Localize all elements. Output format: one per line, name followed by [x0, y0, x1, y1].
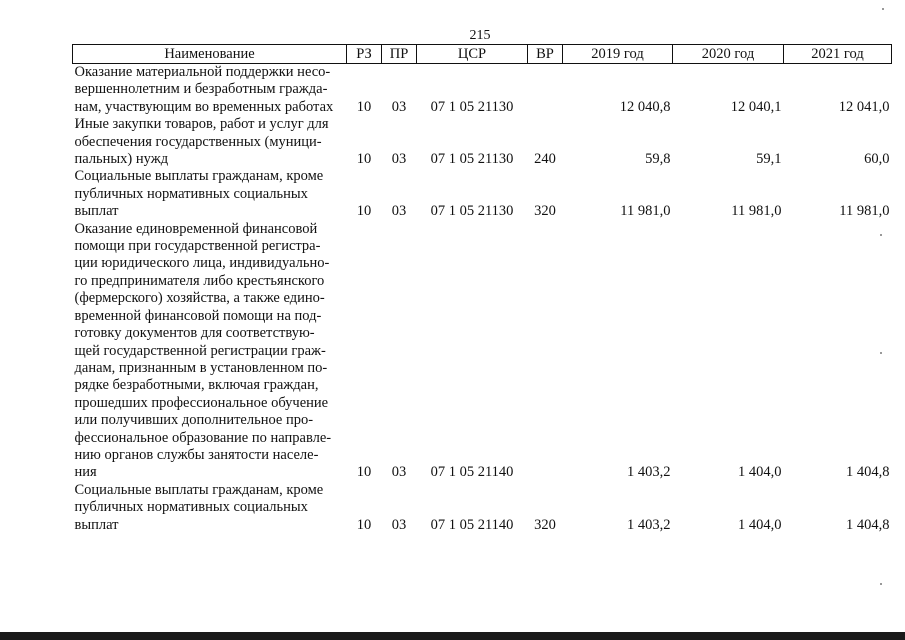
- header-2020: 2020 год: [673, 45, 784, 64]
- header-csr: ЦСР: [417, 45, 528, 64]
- row-2021-cell: 11 981,0: [839, 203, 890, 220]
- row-2020-cell: 59,1: [756, 151, 782, 168]
- row-rz-cell: 10: [356, 98, 372, 115]
- row-rz-cell: 10: [356, 203, 372, 220]
- page-bottom-rule: [0, 632, 905, 640]
- row-pr-cell: 03: [391, 464, 407, 481]
- table-row: [73, 482, 892, 534]
- row-csr-cell: 07 1 05 21140: [430, 516, 514, 533]
- row-vr-cell: [528, 64, 563, 117]
- row-pr-cell: 03: [391, 151, 407, 168]
- row-name-cell: Оказание материальной поддержки несо- вершеннолетним и безработным гражда- нам, участвующим во временных работах: [74, 64, 334, 115]
- row-vr-cell: 240: [534, 151, 556, 168]
- row-2020-cell: 12 040,1: [730, 98, 782, 115]
- scan-speck: [880, 234, 882, 236]
- row-2019-cell: 59,8: [645, 151, 671, 168]
- row-rz-cell: 10: [356, 151, 372, 168]
- table-row: [73, 116, 892, 168]
- row-pr-cell: 03: [391, 203, 407, 220]
- row-rz-cell: 10: [356, 516, 372, 533]
- row-csr-cell: 07 1 05 21130: [430, 98, 514, 115]
- page-number: 215: [469, 28, 491, 43]
- header-rz: РЗ: [347, 45, 382, 64]
- header-name: Наименование: [73, 45, 347, 64]
- row-rz-cell: 10: [356, 464, 372, 481]
- row-vr-cell: 320: [534, 203, 556, 220]
- budget-table: [72, 44, 892, 534]
- table-row: [73, 221, 892, 482]
- row-2021-cell: 1 404,8: [846, 464, 890, 481]
- row-name-cell: Иные закупки товаров, работ и услуг для обеспечения государственных (муници- пальных) нужд: [74, 116, 329, 168]
- row-csr-cell: 07 1 05 21130: [430, 203, 514, 220]
- row-2020-cell: 1 404,0: [738, 516, 782, 533]
- row-vr-cell: [528, 221, 563, 482]
- row-2020-cell: 1 404,0: [738, 464, 782, 481]
- table-header-row: [73, 45, 892, 64]
- row-name-cell: Социальные выплаты гражданам, кроме публичных нормативных социальных выплат: [74, 168, 324, 220]
- row-name-cell: Социальные выплаты гражданам, кроме публичных нормативных социальных выплат: [74, 481, 324, 533]
- row-csr-cell: 07 1 05 21140: [430, 464, 514, 481]
- header-pr: ПР: [382, 45, 417, 64]
- row-2019-cell: 11 981,0: [620, 203, 671, 220]
- row-pr-cell: 03: [391, 98, 407, 115]
- row-pr-cell: 03: [391, 516, 407, 533]
- table-row: [73, 64, 892, 117]
- table-row: [73, 168, 892, 220]
- row-2020-cell: 11 981,0: [731, 203, 782, 220]
- header-vr: ВР: [528, 45, 563, 64]
- row-2021-cell: 12 041,0: [838, 98, 890, 115]
- row-csr-cell: 07 1 05 21130: [430, 151, 514, 168]
- row-2019-cell: 1 403,2: [627, 464, 671, 481]
- row-vr-cell: 320: [534, 516, 556, 533]
- scan-speck: [880, 583, 882, 585]
- row-name-cell: Оказание единовременной финансовой помощи при государственной регистра- ции юридического лица, индивидуально- го предпринимателя либо крестьянского (фермерского) хозяйства, а также едино- временной финансовой помощи на под- готовку документов для соответствую- щей государственной регистрации граж- данам, признанным в установленном по- рядке безработными, включая граждан, прошедших профессиональное обучение или получивших дополнительное про- фессиональное образование по направле- нию органов службы занятости населе- ния: [74, 220, 332, 481]
- header-2019: 2019 год: [563, 45, 673, 64]
- row-2021-cell: 1 404,8: [846, 516, 890, 533]
- scan-speck: [882, 8, 884, 10]
- header-2021: 2021 год: [784, 45, 892, 64]
- row-2021-cell: 60,0: [864, 151, 890, 168]
- row-2019-cell: 1 403,2: [627, 516, 671, 533]
- scan-speck: [880, 352, 882, 354]
- row-2019-cell: 12 040,8: [619, 98, 671, 115]
